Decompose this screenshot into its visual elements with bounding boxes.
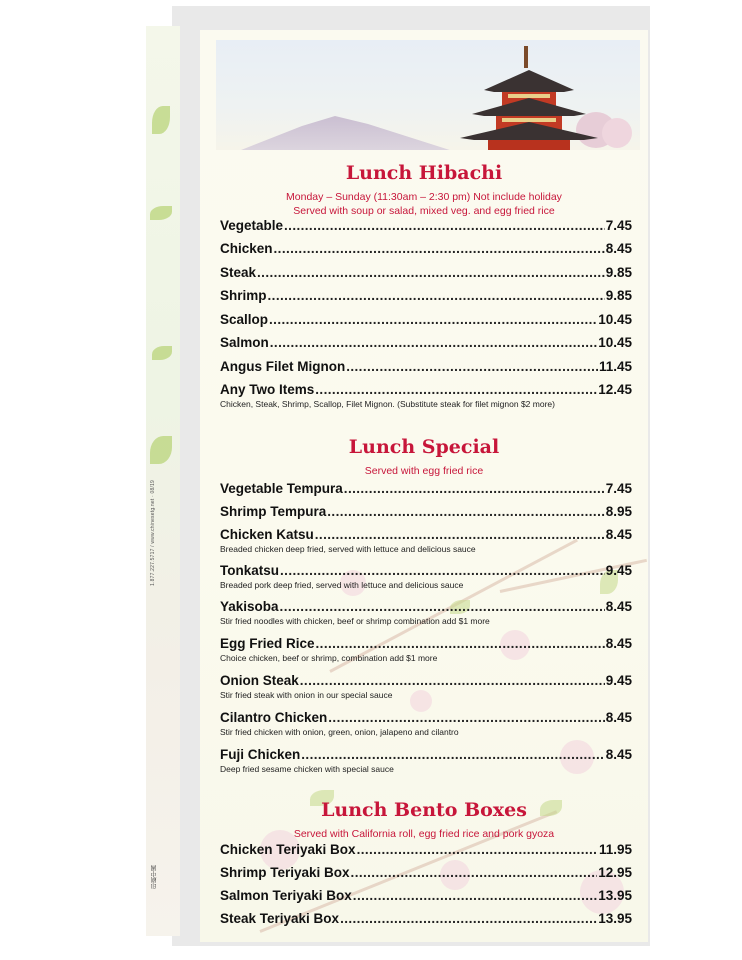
section-subtitle: Served with egg fried rice [364, 465, 484, 477]
dot-leader [357, 842, 598, 857]
menu-item [220, 335, 632, 350]
item-description: Breaded pork deep fried, served with lettuce and delicious sauce [220, 580, 464, 590]
menu-item [220, 673, 632, 688]
dot-leader [300, 673, 605, 688]
item-price: 7.45 [605, 481, 632, 496]
item-name: Salmon [220, 335, 269, 350]
dot-leader [327, 504, 604, 519]
dot-leader [346, 359, 598, 374]
menu-page [200, 30, 648, 942]
dot-leader [344, 481, 605, 496]
item-description: Stir fried chicken with onion, green, onion, jalapeno and cilantro [220, 727, 459, 737]
item-name: Shrimp Teriyaki Box [220, 865, 350, 880]
leaf-decor [152, 346, 172, 360]
dot-leader [257, 265, 605, 280]
item-price: 8.45 [605, 527, 632, 542]
dot-leader [284, 218, 605, 233]
menu-item [220, 288, 632, 303]
dot-leader [269, 312, 597, 327]
menu-item [220, 747, 632, 762]
leaf-decor [150, 436, 172, 464]
menu-item [220, 312, 632, 327]
section-title: Lunch Bento Boxes [321, 799, 527, 821]
item-price: 10.45 [598, 335, 632, 350]
item-price: 13.95 [598, 888, 632, 903]
item-name: Steak [220, 265, 257, 280]
dot-leader [351, 865, 598, 880]
item-price: 11.45 [598, 359, 632, 374]
pagoda-illustration [454, 46, 604, 150]
item-name: Scallop [220, 312, 269, 327]
menu-item [220, 527, 632, 542]
item-name: Cilantro Chicken [220, 710, 328, 725]
dot-leader [301, 747, 604, 762]
menu-item [220, 382, 632, 397]
item-price: 12.45 [598, 382, 632, 397]
section-subtitle: Served with soup or salad, mixed veg. and egg fried rice [293, 205, 555, 217]
leaf-decor [150, 206, 172, 220]
menu-item [220, 504, 632, 519]
item-name: Steak Teriyaki Box [220, 911, 340, 926]
dot-leader [315, 382, 597, 397]
dot-leader [270, 335, 597, 350]
header-banner [216, 40, 640, 150]
item-name: Shrimp Tempura [220, 504, 327, 519]
section-subtitle: Served with California roll, egg fried rice and pork gyoza [293, 828, 555, 840]
item-name: Tonkatsu [220, 563, 280, 578]
item-description: Deep fried sesame chicken with special sauce [220, 764, 394, 774]
section-title: Lunch Hibachi [345, 162, 503, 184]
dot-leader [280, 563, 605, 578]
menu-item [220, 911, 632, 926]
item-name: Vegetable [220, 218, 284, 233]
dot-leader [340, 911, 597, 926]
menu-item [220, 888, 632, 903]
dot-leader [268, 288, 605, 303]
dot-leader [328, 710, 604, 725]
printer-logo: 印刷中國 [152, 865, 158, 889]
item-price: 9.45 [605, 563, 632, 578]
item-description: Breaded chicken deep fried, served with lettuce and delicious sauce [220, 544, 476, 554]
item-price: 9.45 [605, 673, 632, 688]
item-price: 8.95 [605, 504, 632, 519]
item-name: Egg Fried Rice [220, 636, 315, 651]
menu-item [220, 710, 632, 725]
dot-leader [280, 599, 605, 614]
item-price: 13.95 [598, 911, 632, 926]
item-price: 12.95 [598, 865, 632, 880]
item-description: Stir fried noodles with chicken, beef or shrimp combination add $1 more [220, 616, 490, 626]
item-name: Chicken Teriyaki Box [220, 842, 356, 857]
item-price: 8.45 [605, 241, 632, 256]
menu-item [220, 636, 632, 651]
menu-item [220, 842, 632, 857]
item-name: Shrimp [220, 288, 267, 303]
section-title: Lunch Special [348, 436, 500, 458]
item-name: Fuji Chicken [220, 747, 301, 762]
item-name: Vegetable Tempura [220, 481, 343, 496]
item-price: 8.45 [605, 636, 632, 651]
item-price: 8.45 [605, 599, 632, 614]
menu-item [220, 563, 632, 578]
item-name: Chicken [220, 241, 273, 256]
dot-leader [316, 636, 605, 651]
dot-leader [315, 527, 605, 542]
item-name: Chicken Katsu [220, 527, 314, 542]
menu-item [220, 359, 632, 374]
menu-item [220, 241, 632, 256]
item-price: 7.45 [605, 218, 632, 233]
dot-leader [353, 888, 597, 903]
item-description: Choice chicken, beef or shrimp, combination add $1 more [220, 653, 438, 663]
menu-item [220, 865, 632, 880]
menu-item [220, 599, 632, 614]
dot-leader [274, 241, 605, 256]
leaf-decor [152, 106, 170, 134]
item-name: Salmon Teriyaki Box [220, 888, 352, 903]
print-info: 1.877.227.5717 / www.chinesetg.net · 08/19 [150, 480, 156, 586]
menu-item [220, 218, 632, 233]
item-description: Stir fried steak with onion in our special sauce [220, 690, 393, 700]
item-description: Chicken, Steak, Shrimp, Scallop, Filet Mignon. (Substitute steak for filet mignon $2 more) [220, 399, 555, 409]
item-price: 8.45 [605, 747, 632, 762]
item-price: 8.45 [605, 710, 632, 725]
item-name: Any Two Items [220, 382, 315, 397]
item-price: 11.95 [598, 842, 632, 857]
item-name: Angus Filet Mignon [220, 359, 346, 374]
item-name: Yakisoba [220, 599, 279, 614]
section-subtitle: Monday – Sunday (11:30am – 2:30 pm) Not include holiday [286, 191, 562, 203]
item-price: 10.45 [598, 312, 632, 327]
item-name: Onion Steak [220, 673, 299, 688]
menu-item [220, 265, 632, 280]
item-price: 9.85 [605, 265, 632, 280]
item-price: 9.85 [605, 288, 632, 303]
menu-item [220, 481, 632, 496]
blossom-tree [602, 118, 632, 148]
